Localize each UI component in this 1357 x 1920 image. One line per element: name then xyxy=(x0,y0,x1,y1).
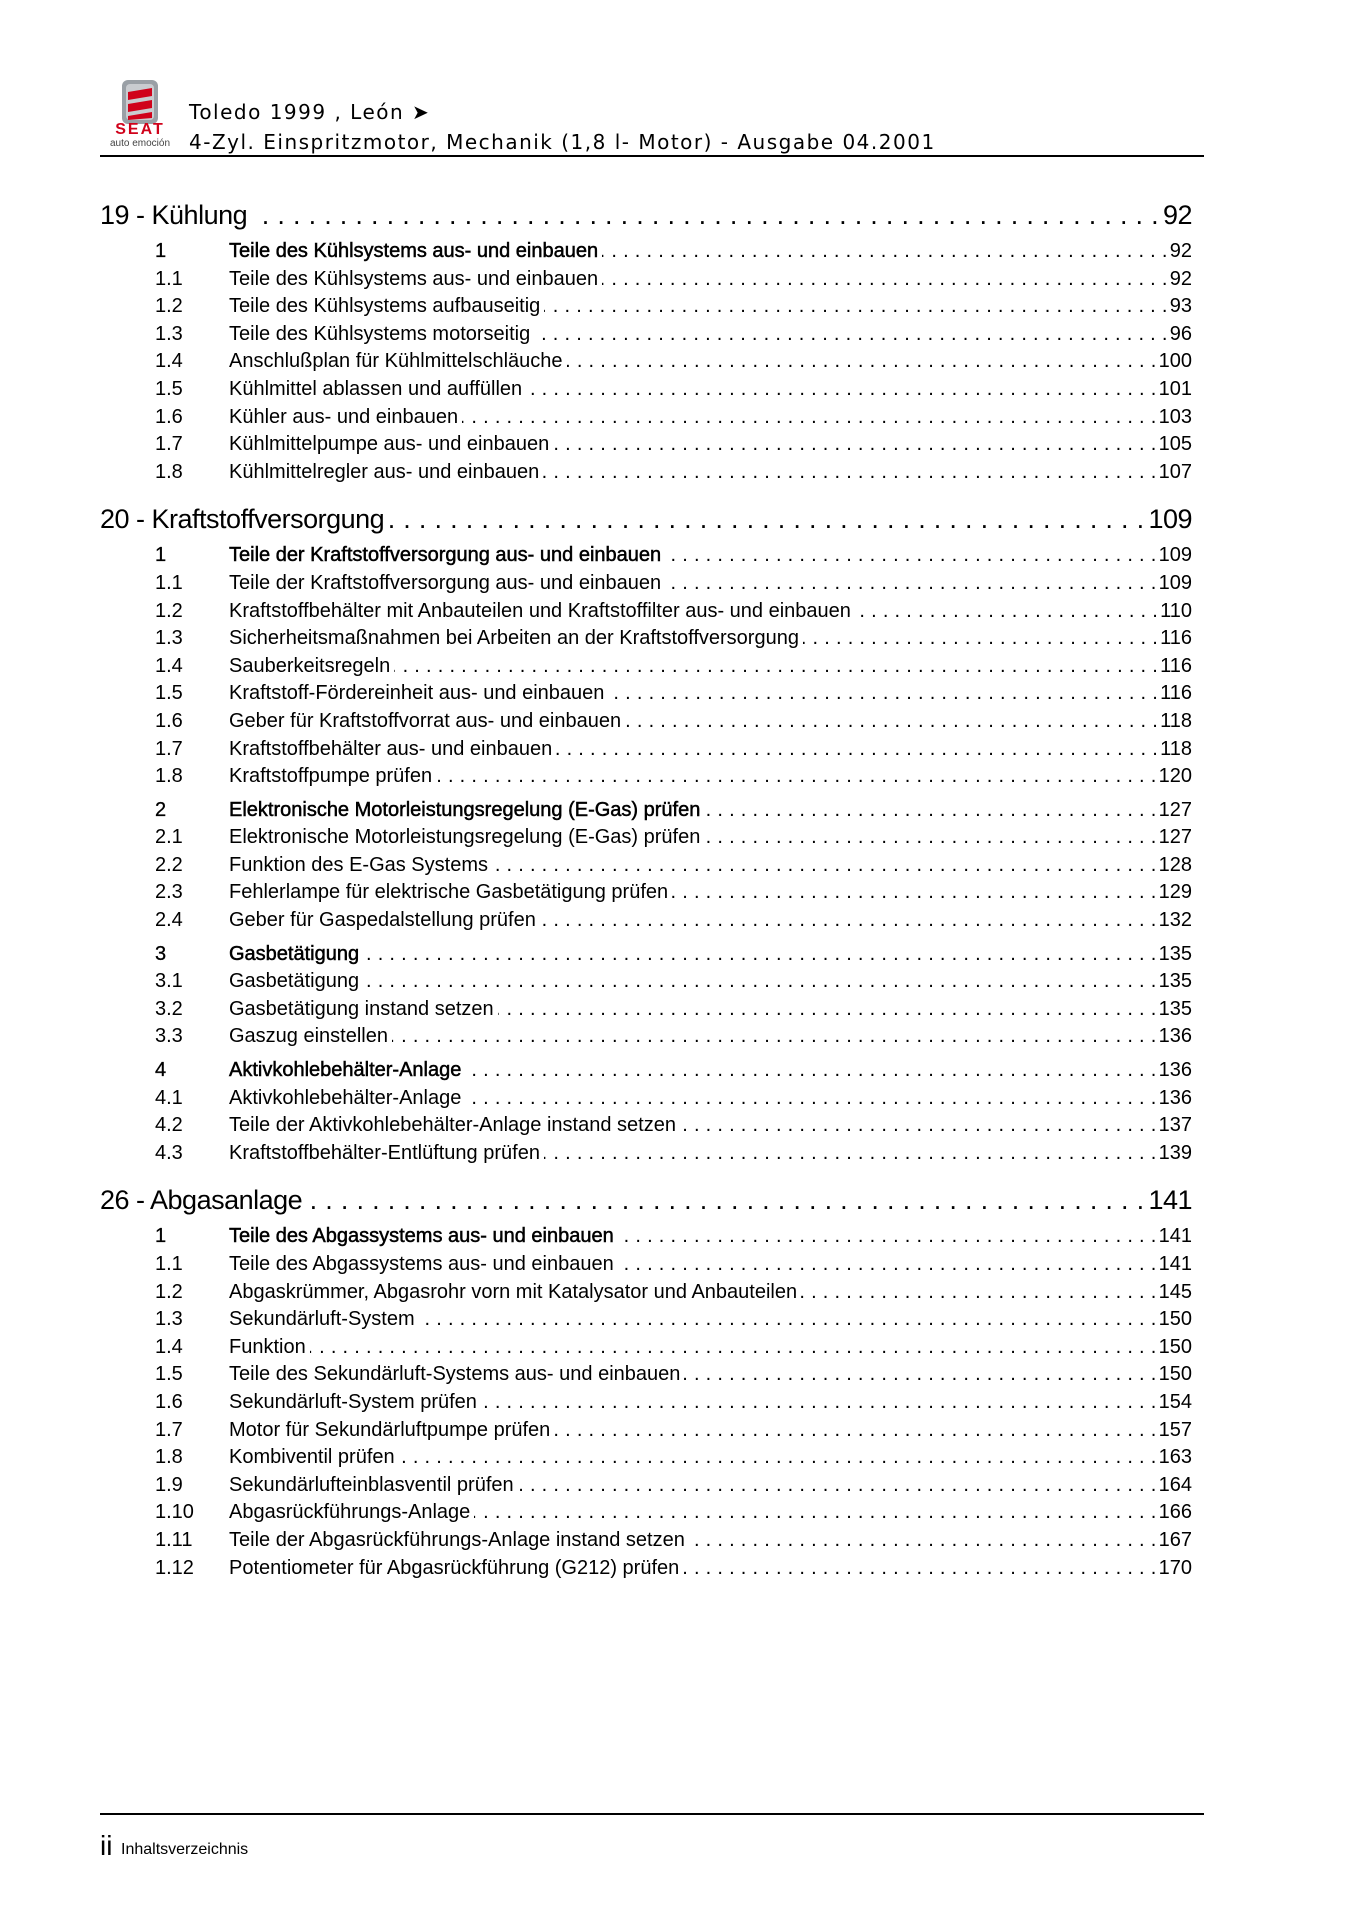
entry-number: 4.1 xyxy=(155,1086,183,1109)
entry-number: 3.1 xyxy=(155,970,183,993)
leader-dots xyxy=(680,1114,1157,1137)
entry-title: Abgasrückführungs-Anlage xyxy=(229,1501,471,1524)
leader-dots xyxy=(801,1281,1157,1304)
entry-title: Kraftstoffbehälter mit Anbauteilen und Kraftstoffilter aus- und einbauen xyxy=(229,599,851,622)
leader-dots xyxy=(704,799,1156,822)
entry-page: 109 xyxy=(1158,544,1192,567)
entry-number: 1.1 xyxy=(155,1253,183,1275)
entry-page: 154 xyxy=(1158,1390,1192,1413)
brand-tagline: auto emoción xyxy=(109,138,171,149)
footer-label: Inhaltsverzeichnis xyxy=(121,1841,249,1858)
entry-title: Gasbetätigung xyxy=(229,970,360,993)
entry-title: Sauberkeitsregeln xyxy=(229,654,391,677)
leader-dots xyxy=(683,1557,1156,1580)
entry-number: 1.11 xyxy=(155,1528,193,1551)
entry-number: 2.2 xyxy=(155,853,183,876)
leader-dots xyxy=(672,881,1156,904)
entry-title: Gasbetätigung xyxy=(229,942,360,965)
entry-page: 116 xyxy=(1160,682,1192,705)
toc-entry[interactable] xyxy=(155,572,1192,600)
chapter-title: 26 - Abgasanlage xyxy=(100,1185,303,1216)
entry-number: 1.6 xyxy=(155,405,183,428)
leader-dots xyxy=(553,433,1156,456)
leader-dots xyxy=(465,1059,1156,1082)
entry-number: 1.1 xyxy=(155,571,183,594)
entry-title: Teile der Aktivkohlebehälter-Anlage instand setzen xyxy=(229,1114,676,1137)
leader-dots xyxy=(481,1391,1157,1414)
entry-number: 4.3 xyxy=(155,1141,183,1164)
entry-page: 167 xyxy=(1158,1528,1192,1551)
chapter-page: 92 xyxy=(1162,200,1192,230)
entry-number: 1.6 xyxy=(155,709,183,732)
entry-number: 1.2 xyxy=(155,295,183,318)
toc-entry[interactable] xyxy=(155,1391,1192,1419)
entry-page: 139 xyxy=(1158,1141,1192,1164)
leader-dots xyxy=(540,909,1157,932)
entry-number: 1.6 xyxy=(155,1390,183,1413)
document-subtitle: 4-Zyl. Einspritzmotor, Mechanik (1,8 l- Motor) - Ausgabe 04.2001 xyxy=(189,130,936,154)
entry-page: 135 xyxy=(1158,997,1192,1020)
entry-number: 4 xyxy=(155,1059,167,1082)
toc-section[interactable] xyxy=(155,943,1192,971)
entry-number: 3 xyxy=(155,942,167,965)
entry-page: 132 xyxy=(1158,909,1192,932)
leader-dots xyxy=(534,323,1168,346)
toc-entry[interactable] xyxy=(155,323,1192,351)
chapter-page: 109 xyxy=(1148,504,1192,535)
table-of-contents xyxy=(100,200,1192,1584)
entry-title: Potentiometer für Abgasrückführung (G212) prüfen xyxy=(229,1556,680,1579)
entry-page: 150 xyxy=(1158,1335,1192,1358)
toc-entry[interactable] xyxy=(155,765,1192,793)
entry-title: Teile des Abgassystems aus- und einbauen xyxy=(229,1253,614,1275)
entry-page: 157 xyxy=(1158,1418,1192,1441)
leader-dots xyxy=(518,1474,1157,1497)
leader-dots xyxy=(526,378,1156,401)
entry-number: 3.2 xyxy=(155,997,183,1020)
leader-dots xyxy=(436,765,1157,788)
toc-section[interactable] xyxy=(155,240,1192,268)
toc-section[interactable] xyxy=(155,1225,1192,1253)
leader-dots xyxy=(602,240,1168,263)
leader-dots xyxy=(618,1225,1157,1248)
toc-entry[interactable] xyxy=(155,378,1192,406)
toc-entry[interactable] xyxy=(155,268,1192,296)
leader-dots xyxy=(474,1501,1156,1524)
entry-title: Funktion xyxy=(229,1335,306,1358)
entry-page: 163 xyxy=(1158,1446,1192,1469)
toc-section[interactable] xyxy=(155,544,1192,572)
entry-page: 127 xyxy=(1158,826,1192,849)
leader-dots xyxy=(855,600,1158,623)
leader-dots xyxy=(554,1419,1156,1442)
entry-page: 120 xyxy=(1158,765,1192,788)
leader-dots xyxy=(462,406,1157,429)
entry-title: Kraftstoffpumpe prüfen xyxy=(229,765,433,788)
entry-page: 100 xyxy=(1158,350,1192,373)
entry-number: 1.9 xyxy=(155,1473,183,1496)
entry-page: 96 xyxy=(1169,322,1192,345)
leader-dots xyxy=(544,295,1167,318)
entry-page: 150 xyxy=(1158,1308,1192,1331)
leader-dots xyxy=(544,1142,1157,1165)
entry-page: 166 xyxy=(1158,1501,1192,1524)
leader-dots xyxy=(567,350,1157,373)
entry-title: Teile der Kraftstoffversorgung aus- und einbauen xyxy=(229,571,662,594)
entry-title: Kühlmittel ablassen und auffüllen xyxy=(229,377,523,400)
entry-title: Elektronische Motorleistungsregelung (E-Gas) prüfen xyxy=(229,826,701,849)
entry-number: 2.1 xyxy=(155,826,183,849)
entry-title: Teile des Sekundärluft-Systems aus- und einbauen xyxy=(229,1363,681,1386)
entry-number: 1.8 xyxy=(155,1446,183,1469)
entry-title: Gaszug einstellen xyxy=(229,1025,388,1048)
entry-title: Sicherheitsmaßnahmen bei Arbeiten an der Kraftstoffversorgung xyxy=(229,627,799,650)
entry-number: 3.3 xyxy=(155,1025,183,1048)
entry-page: 128 xyxy=(1158,853,1192,876)
entry-number: 1.7 xyxy=(155,433,183,456)
entry-page: 116 xyxy=(1160,654,1192,677)
leader-dots xyxy=(308,1185,1144,1216)
brand-logo xyxy=(100,78,180,149)
brand-name: SEAT xyxy=(115,121,165,138)
entry-page: 107 xyxy=(1158,460,1192,483)
toc-entry[interactable] xyxy=(155,600,1192,628)
entry-page: 136 xyxy=(1158,1059,1192,1082)
entry-number: 1.10 xyxy=(155,1501,194,1524)
toc-entry[interactable] xyxy=(155,627,1192,655)
header-rule xyxy=(100,155,1204,157)
toc-entry[interactable] xyxy=(155,350,1192,378)
entry-title: Teile des Kühlsystems aus- und einbauen xyxy=(229,267,599,290)
footer-rule xyxy=(100,1813,1204,1815)
toc-entry[interactable] xyxy=(155,738,1192,766)
toc-entry[interactable] xyxy=(155,1474,1192,1502)
toc-entry[interactable] xyxy=(155,970,1192,998)
entry-title: Sekundärluft-System prüfen xyxy=(229,1390,477,1413)
leader-dots xyxy=(363,970,1157,993)
toc-entry[interactable] xyxy=(155,826,1192,854)
entry-title: Teile der Kraftstoffversorgung aus- und einbauen xyxy=(229,544,662,567)
leader-dots xyxy=(253,200,1159,231)
entry-number: 1.3 xyxy=(155,627,183,650)
entry-number: 1.4 xyxy=(155,1335,183,1358)
leader-dots xyxy=(665,544,1156,567)
entry-number: 1.12 xyxy=(155,1556,194,1579)
entry-page: 101 xyxy=(1158,377,1192,400)
toc-entry[interactable] xyxy=(155,881,1192,909)
toc-entry[interactable] xyxy=(155,1087,1192,1115)
entry-title: Teile des Kühlsystems motorseitig xyxy=(229,322,531,345)
entry-page: 150 xyxy=(1158,1363,1192,1386)
entry-page: 92 xyxy=(1169,267,1192,290)
page-number: ii xyxy=(100,1830,113,1861)
leader-dots xyxy=(665,572,1156,595)
leader-dots xyxy=(556,738,1158,761)
entry-number: 1 xyxy=(155,240,167,262)
entry-title: Teile des Abgassystems aus- und einbauen xyxy=(229,1225,614,1248)
toc-entry[interactable] xyxy=(155,998,1192,1026)
leader-dots xyxy=(310,1336,1157,1359)
toc-entry[interactable] xyxy=(155,710,1192,738)
toc-entry[interactable] xyxy=(155,1529,1192,1557)
entry-number: 1.4 xyxy=(155,350,183,373)
leader-dots xyxy=(394,655,1158,678)
entry-number: 1.7 xyxy=(155,1418,183,1441)
toc-entry[interactable] xyxy=(155,1336,1192,1364)
toc-entry[interactable] xyxy=(155,1025,1192,1053)
toc-chapter[interactable] xyxy=(100,1185,1192,1219)
entry-page: 135 xyxy=(1158,970,1192,993)
leader-dots xyxy=(543,461,1156,484)
entry-number: 1.5 xyxy=(155,682,183,705)
leader-dots xyxy=(390,504,1144,535)
toc-entry[interactable] xyxy=(155,1419,1192,1447)
entry-number: 1.4 xyxy=(155,654,183,677)
entry-number: 1.5 xyxy=(155,377,183,400)
entry-page: 116 xyxy=(1160,627,1192,650)
entry-number: 1.8 xyxy=(155,765,183,788)
entry-title: Fehlerlampe für elektrische Gasbetätigung prüfen xyxy=(229,881,669,904)
document-model-title: Toledo 1999 , León ➤ xyxy=(189,100,431,124)
entry-title: Gasbetätigung instand setzen xyxy=(229,997,494,1020)
leader-dots xyxy=(465,1087,1156,1110)
entry-number: 1.2 xyxy=(155,1280,183,1303)
entry-title: Elektronische Motorleistungsregelung (E-Gas) prüfen xyxy=(229,798,701,821)
entry-page: 136 xyxy=(1158,1086,1192,1109)
entry-number: 1.3 xyxy=(155,322,183,345)
entry-number: 1.8 xyxy=(155,460,183,483)
entry-page: 129 xyxy=(1158,881,1192,904)
entry-page: 137 xyxy=(1158,1114,1192,1137)
entry-title: Abgaskrümmer, Abgasrohr vorn mit Katalysator und Anbauteilen xyxy=(229,1280,798,1303)
entry-number: 2.4 xyxy=(155,909,183,932)
entry-title: Teile des Kühlsystems aus- und einbauen xyxy=(229,240,599,262)
leader-dots xyxy=(492,854,1157,877)
toc-entry[interactable] xyxy=(155,682,1192,710)
toc-entry[interactable] xyxy=(155,406,1192,434)
chapter-page: 141 xyxy=(1148,1185,1192,1216)
toc-entry[interactable] xyxy=(155,1253,1192,1281)
entry-page: 127 xyxy=(1158,798,1192,821)
toc-chapter[interactable] xyxy=(100,504,1192,538)
entry-page: 141 xyxy=(1158,1225,1192,1248)
entry-title: Kraftstoffbehälter aus- und einbauen xyxy=(229,737,553,760)
leader-dots xyxy=(625,710,1158,733)
entry-title: Kraftstoff-Fördereinheit aus- und einbauen xyxy=(229,682,605,705)
entry-title: Kraftstoffbehälter-Entlüftung prüfen xyxy=(229,1141,540,1164)
leader-dots xyxy=(602,268,1168,291)
leader-dots xyxy=(684,1363,1156,1386)
entry-number: 2.3 xyxy=(155,881,183,904)
leader-dots xyxy=(704,826,1156,849)
entry-number: 4.2 xyxy=(155,1114,183,1137)
toc-entry[interactable] xyxy=(155,433,1192,461)
entry-page: 103 xyxy=(1158,405,1192,428)
leader-dots xyxy=(399,1446,1157,1469)
entry-number: 1 xyxy=(155,1225,167,1248)
toc-entry[interactable] xyxy=(155,1142,1192,1170)
entry-title: Sekundärlufteinblasventil prüfen xyxy=(229,1473,514,1496)
entry-title: Funktion des E-Gas Systems xyxy=(229,853,488,876)
toc-section[interactable] xyxy=(155,1059,1192,1087)
chapter-title: 20 - Kraftstoffversorgung xyxy=(100,504,385,535)
entry-page: 118 xyxy=(1160,737,1192,760)
toc-entry[interactable] xyxy=(155,1281,1192,1309)
entry-title: Motor für Sekundärluftpumpe prüfen xyxy=(229,1418,551,1441)
entry-title: Teile des Kühlsystems aufbauseitig xyxy=(229,295,541,318)
entry-page: 93 xyxy=(1169,295,1192,318)
entry-title: Kühlmittelpumpe aus- und einbauen xyxy=(229,433,550,456)
entry-page: 105 xyxy=(1158,433,1192,456)
entry-number: 1.5 xyxy=(155,1363,183,1386)
entry-title: Anschlußplan für Kühlmittelschläuche xyxy=(229,350,563,373)
entry-page: 109 xyxy=(1158,571,1192,594)
toc-entry[interactable] xyxy=(155,295,1192,323)
entry-page: 135 xyxy=(1158,942,1192,965)
entry-title: Teile der Abgasrückführungs-Anlage instand setzen xyxy=(229,1528,685,1551)
toc-entry[interactable] xyxy=(155,461,1192,489)
entry-title: Geber für Gaspedalstellung prüfen xyxy=(229,909,536,932)
entry-number: 2 xyxy=(155,798,167,821)
entry-title: Sekundärluft-System xyxy=(229,1308,415,1331)
leader-dots xyxy=(498,998,1157,1021)
leader-dots xyxy=(618,1253,1157,1276)
toc-entry[interactable] xyxy=(155,1557,1192,1585)
leader-dots xyxy=(608,682,1158,705)
entry-title: Kühlmittelregler aus- und einbauen xyxy=(229,460,540,483)
entry-page: 136 xyxy=(1158,1025,1192,1048)
entry-number: 1.2 xyxy=(155,599,183,622)
entry-page: 170 xyxy=(1158,1556,1192,1579)
entry-title: Kühler aus- und einbauen xyxy=(229,405,459,428)
entry-title: Kombiventil prüfen xyxy=(229,1446,395,1469)
entry-title: Aktivkohlebehälter-Anlage xyxy=(229,1059,462,1082)
toc-entry[interactable] xyxy=(155,1363,1192,1391)
entry-page: 141 xyxy=(1158,1253,1192,1275)
toc-entry[interactable] xyxy=(155,854,1192,882)
toc-section[interactable] xyxy=(155,799,1192,827)
entry-number: 1.1 xyxy=(155,267,183,290)
chapter-title: 19 - Kühlung xyxy=(100,200,248,230)
leader-dots xyxy=(419,1308,1157,1331)
entry-title: Geber für Kraftstoffvorrat aus- und einbauen xyxy=(229,709,622,732)
entry-number: 1.7 xyxy=(155,737,183,760)
toc-entry[interactable] xyxy=(155,1114,1192,1142)
toc-entry[interactable] xyxy=(155,1501,1192,1529)
toc-entry[interactable] xyxy=(155,909,1192,937)
toc-entry[interactable] xyxy=(155,1308,1192,1336)
entry-page: 118 xyxy=(1160,709,1192,732)
entry-page: 145 xyxy=(1158,1280,1192,1303)
entry-number: 1.3 xyxy=(155,1308,183,1331)
entry-title: Aktivkohlebehälter-Anlage xyxy=(229,1086,462,1109)
leader-dots xyxy=(392,1025,1157,1048)
entry-number: 1 xyxy=(155,544,167,567)
entry-page: 92 xyxy=(1169,240,1192,262)
seat-emblem-icon xyxy=(100,78,180,126)
leader-dots xyxy=(689,1529,1157,1552)
toc-chapter[interactable] xyxy=(100,200,1192,234)
toc-entry[interactable] xyxy=(155,1446,1192,1474)
entry-page: 164 xyxy=(1158,1473,1192,1496)
leader-dots xyxy=(803,627,1158,650)
entry-page: 110 xyxy=(1160,599,1192,622)
leader-dots xyxy=(363,943,1157,966)
toc-entry[interactable] xyxy=(155,655,1192,683)
